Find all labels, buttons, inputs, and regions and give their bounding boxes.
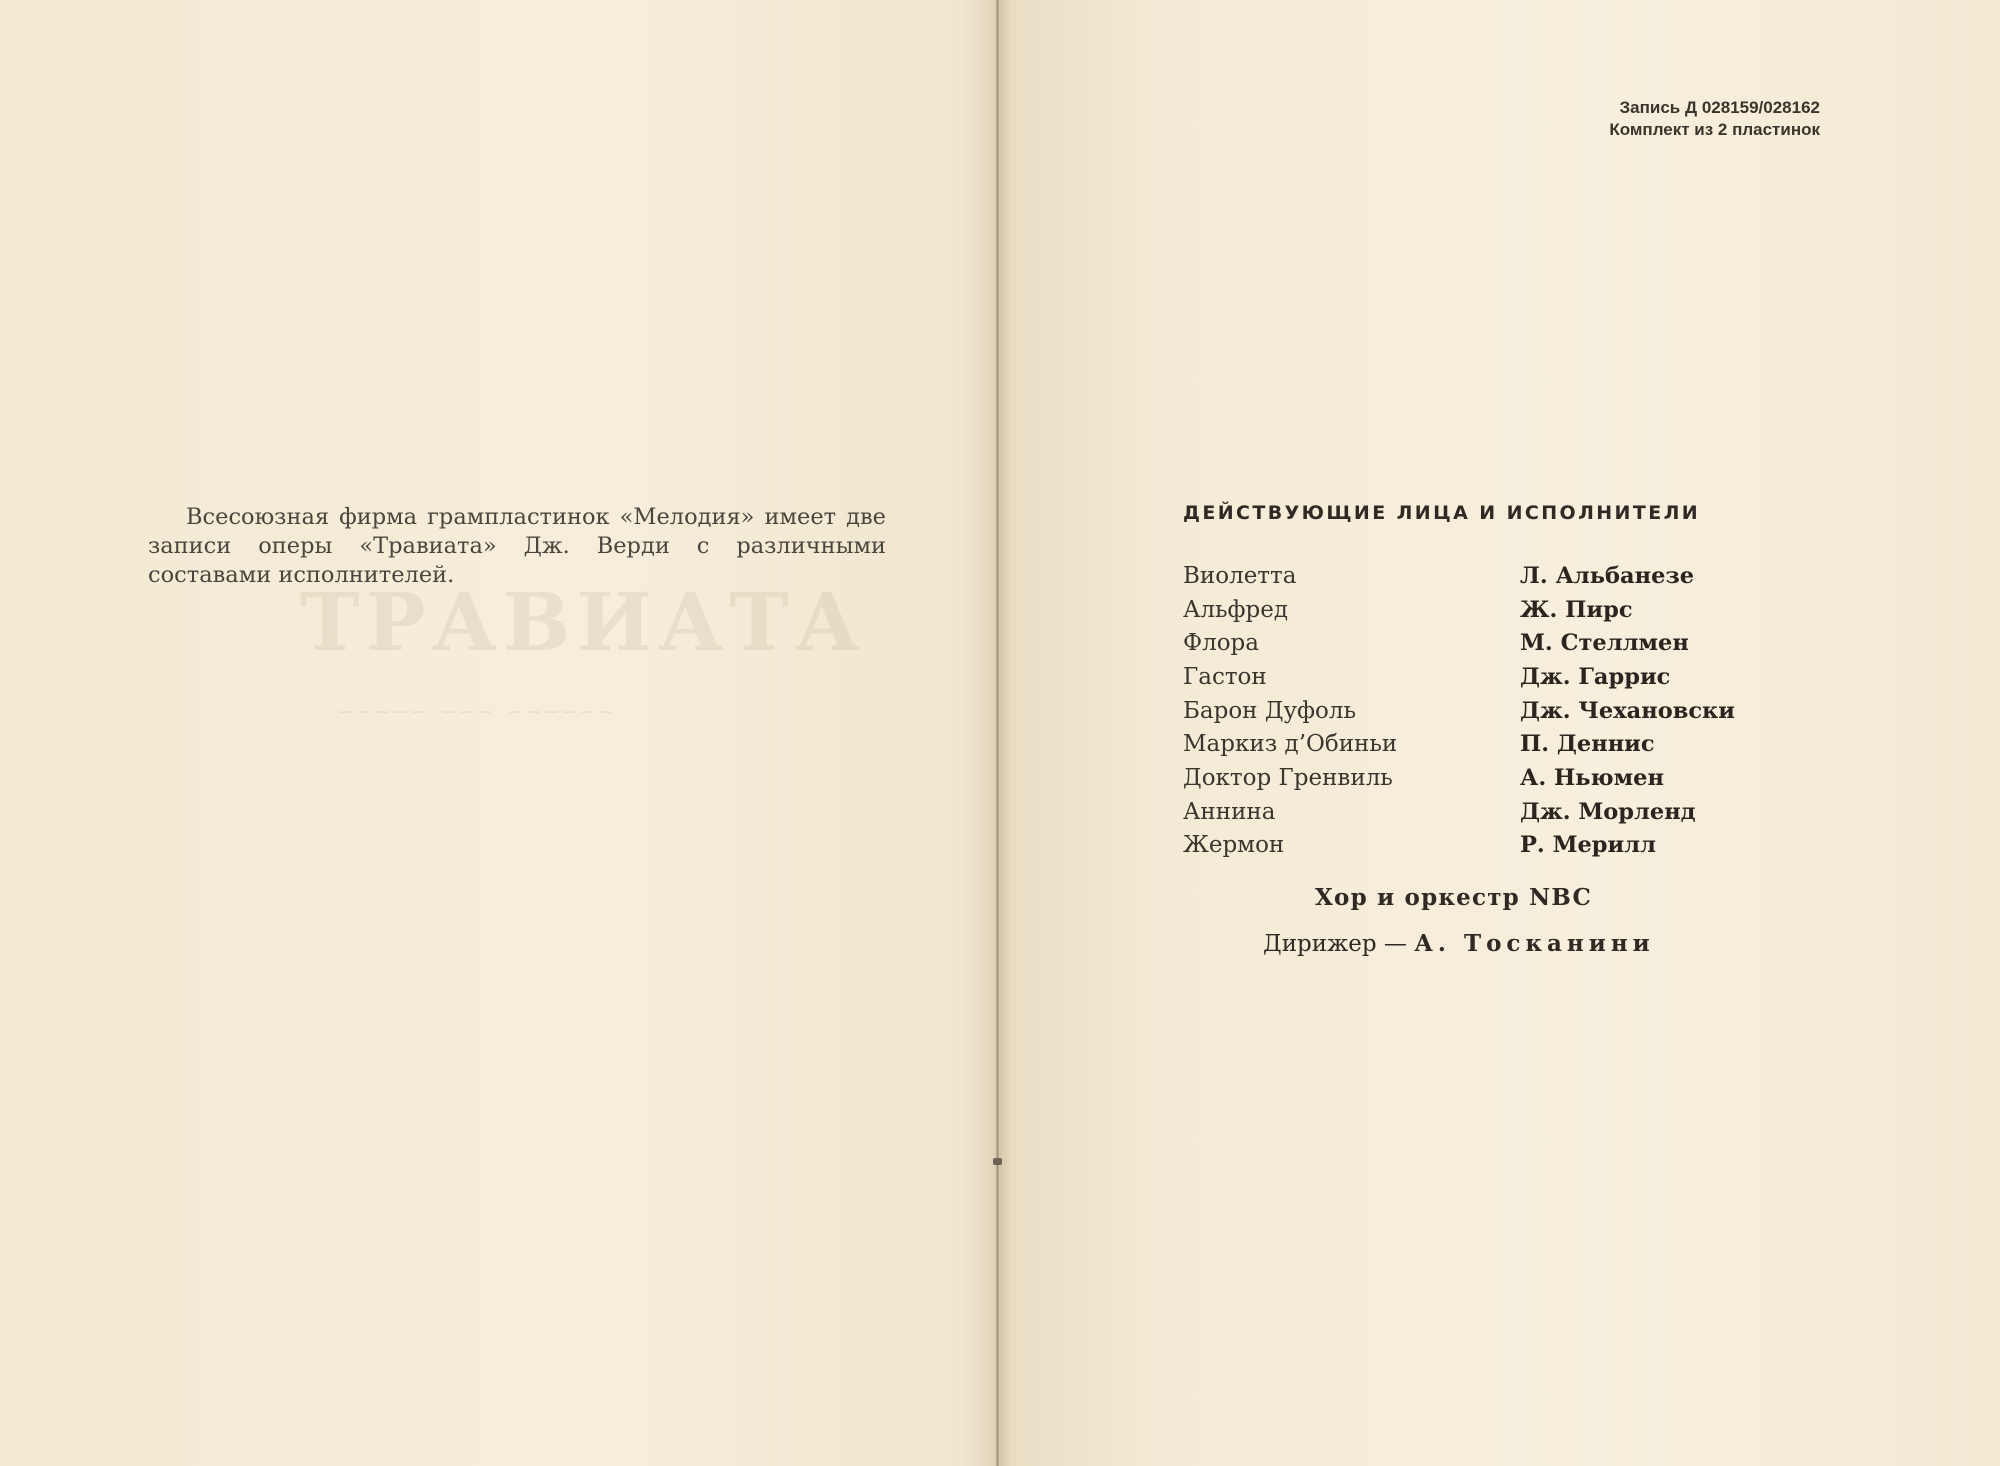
cast-row [1183, 694, 1803, 728]
performer-name: П. Деннис [1520, 731, 1655, 758]
performer-name: Дж. Морленд [1520, 798, 1696, 825]
performer-name: Л. Альбанезе [1520, 562, 1695, 589]
performer-name: Ж. Пирс [1520, 596, 1633, 623]
cast-row [1183, 593, 1803, 627]
cast-row [1183, 660, 1803, 694]
role-name: Альфред [1183, 596, 1289, 623]
right-page [1000, 0, 2000, 1466]
performer-name: Дж. Гаррис [1520, 663, 1671, 690]
performer-name: Дж. Чехановски [1520, 697, 1735, 724]
conductor-name: А. Тосканини [1414, 930, 1655, 957]
role-name: Маркиз д’Обиньи [1183, 731, 1398, 758]
role-name: Гастон [1183, 663, 1267, 690]
cast-row [1183, 795, 1803, 829]
record-info [1609, 97, 1820, 141]
cast-row [1183, 829, 1803, 863]
bleed-through-subtitle: ───── ─── ────── [340, 700, 618, 724]
booklet-spine [996, 0, 999, 1466]
cast-row [1183, 626, 1803, 660]
cast-row [1183, 761, 1803, 795]
performer-name: М. Стеллмен [1520, 630, 1689, 657]
role-name: Жермон [1183, 832, 1285, 859]
chorus-orchestra: Хор и оркестр NBC [1315, 884, 1592, 911]
cast-row [1183, 727, 1803, 761]
cast-heading: ДЕЙСТВУЮЩИЕ ЛИЦА И ИСПОЛНИТЕЛИ [1183, 502, 1701, 524]
cast-row [1183, 559, 1803, 593]
role-name: Виолетта [1183, 562, 1297, 589]
performer-name: А. Ньюмен [1520, 764, 1664, 791]
conductor-line [1263, 930, 1655, 957]
bleed-through-title: ТРАВИАТА [300, 575, 866, 669]
record-set: Комплект из 2 пластинок [1609, 120, 1820, 139]
role-name: Барон Дуфоль [1183, 697, 1357, 724]
record-number: Запись Д 028159/028162 [1619, 98, 1820, 117]
role-name: Флора [1183, 630, 1259, 657]
intro-paragraph: Всесоюзная фирма грампластинок «Мелодия» имеет две записи оперы «Травиата» Дж. Верди с различными составами исполнителей. [148, 504, 886, 588]
role-name: Доктор Гренвиль [1183, 764, 1393, 791]
conductor-label: Дирижер — [1263, 931, 1407, 957]
performer-name: Р. Мерилл [1520, 832, 1656, 859]
cast-list [1183, 559, 1803, 862]
role-name: Аннина [1183, 798, 1276, 825]
